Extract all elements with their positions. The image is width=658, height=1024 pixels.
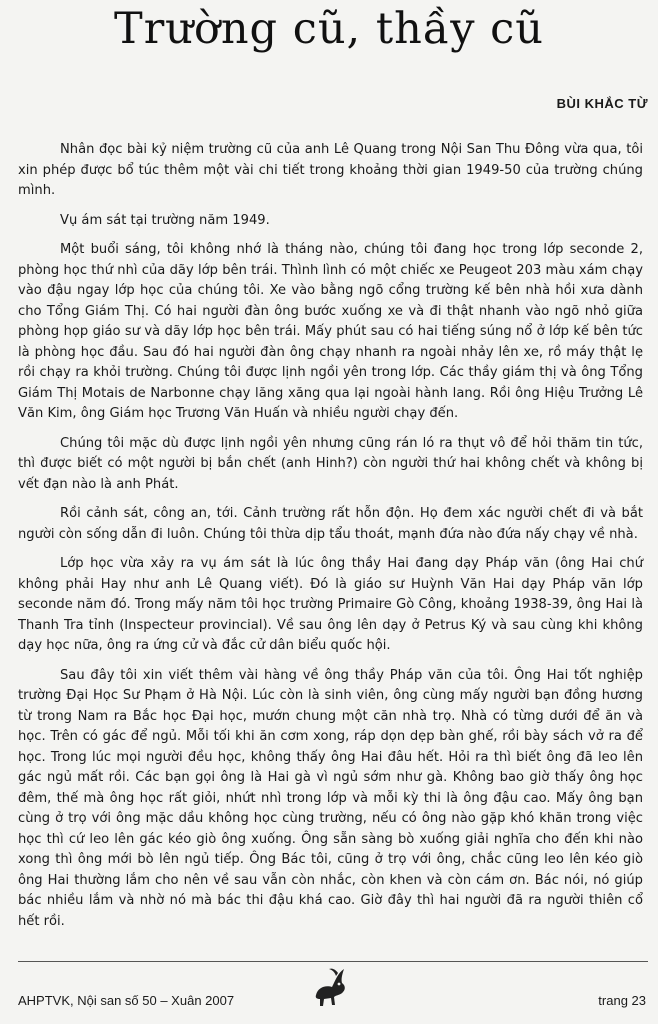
article-title: Trường cũ, thầy cũ <box>114 4 544 54</box>
paragraph: Sau đây tôi xin viết thêm vài hàng về ông thầy Pháp văn của tôi. Ông Hai tốt nghiệp trường Đại Học Sư Phạm ở Hà Nội. Lúc còn là sinh viên, ông cùng mấy người bạn đồng hương từ trong Nam ra Bắc học Đại học, mướn chung một căn nhà trọ. Nhà có từng dưới để ăn và học. Trên có gác để ngủ. Mỗi tối khi ăn cơm xong, ráp dọn dẹp bàn ghế, rồi bày sách vở ra để học. Trong lúc mọi người đều học, không thấy ông Hai đâu hết. Hỏi ra thì biết ông đã leo lên gác ngủ mất rồi. Các bạn gọi ông là Hai gà vì ngủ sớm như gà. Không bao giờ thấy ông học đêm, thế mà ông học rất giỏi, nhứt nhì trong lớp và mỗi kỳ thi là ông đậu cao. Mấy ông bạn cùng ở trọ với ông mặc dầu không học cùng trường, nếu có ông nào gặp khó khăn trong việc học thì cứ leo lên gác kéo giò ông xuống. Ông sẵn sàng bò xuống giải nghĩa cho đến khi nào xong thì ông mới bò lên ngủ tiếp. Ông Bác tôi, cũng ở trọ với ông, chắc cũng leo lên kéo giò ông Hai thường lắm cho nên về sau vẫn còn nhắc, còn khen và còn cám ơn. Bác nói, nó giúp bác nhiều lắm và nhờ nó mà bác thi đậu khá cao. Giờ đây thì hai người đã ra người thiên cổ hết rồi. <box>18 667 643 929</box>
footer-page-number: trang 23 <box>598 993 646 1008</box>
paragraph: Rồi cảnh sát, công an, tới. Cảnh trường rất hỗn độn. Họ đem xác người chết đi và bắt người còn sống dẫn đi luôn. Chúng tôi thừa dịp tẩu thoát, mạnh đứa nào đứa nấy chạy về nhà. <box>18 506 643 542</box>
paragraph: Lớp học vừa xảy ra vụ ám sát là lúc ông thầy Hai đang dạy Pháp văn (ông Hai chứ không phải Hay như anh Lê Quang viết). Đó là giáo sư Huỳnh Văn Hai dạy Pháp văn lớp seconde năm đó. Trong mấy năm tôi học trường Primaire Gò Công, khoảng 1938-39, ông Hai là Thanh Tra tỉnh (Inspecteur provincial). Về sau ông lên dạy ở Petrus Ký và sau cùng khi không dạy học nữa, ông ra ứng cử và đắc cử dân biểu quốc hội. <box>18 556 643 653</box>
article-author: BÙI KHẮC TỪ <box>556 96 648 111</box>
article-body <box>18 140 643 941</box>
paragraph: Chúng tôi mặc dù được lịnh ngồi yên nhưng cũng rán ló ra thụt vô để hỏi thăm tin tức, thì được biết có một người bị bắn chết (anh Hinh?) còn người thứ hai không chết và không bị vết đạn nào là anh Phát. <box>18 435 643 492</box>
paragraph: Vụ ám sát tại trường năm 1949. <box>60 212 270 228</box>
goat-icon <box>308 965 348 1009</box>
paragraph: Một buổi sáng, tôi không nhớ là tháng nào, chúng tôi đang học trong lớp seconde 2, phòng học thứ nhì của dãy lớp bên trái. Thình lình có một chiếc xe Peugeot 203 màu xám chạy vào đậu ngay lớp học của chúng tôi. Xe vào bằng ngõ cổng trường kế bên nhà hồi xưa dành cho Tổng Giám Thị. Có hai người đàn ông bước xuống xe và đi thật nhanh vào ngõ nhỏ giữa phòng họp giáo sư và dãy lớp học bên trái. Mấy phút sau có hai tiếng súng nổ ở lớp kế bên tức là phòng học đầu. Sau đó hai người đàn ông chạy nhanh ra ngoài nhảy lên xe, rồ máy thật lẹ rồi chạy ra khỏi trường. Chúng tôi được lịnh ngồi yên trong lớp. Các thầy giám thị và ông Tổng Giám Thị Motais de Narbonne chạy lăng xăng qua lại ngoài hành lang. Rồi ông Hiệu Trưởng Lê Văn Kim, ông Giám học Trương Văn Huấn và nhiều người chạy đến. <box>18 242 643 421</box>
footer-publication: AHPTVK, Nội san số 50 – Xuân 2007 <box>18 993 235 1008</box>
paragraph: Nhân đọc bài kỷ niệm trường cũ của anh Lê Quang trong Nội San Thu Đông vừa qua, tôi xin phép được bổ túc thêm một vài chi tiết trong khoảng thời gian 1949-50 của trường chúng mình. <box>18 142 643 198</box>
footer-divider <box>18 961 648 962</box>
